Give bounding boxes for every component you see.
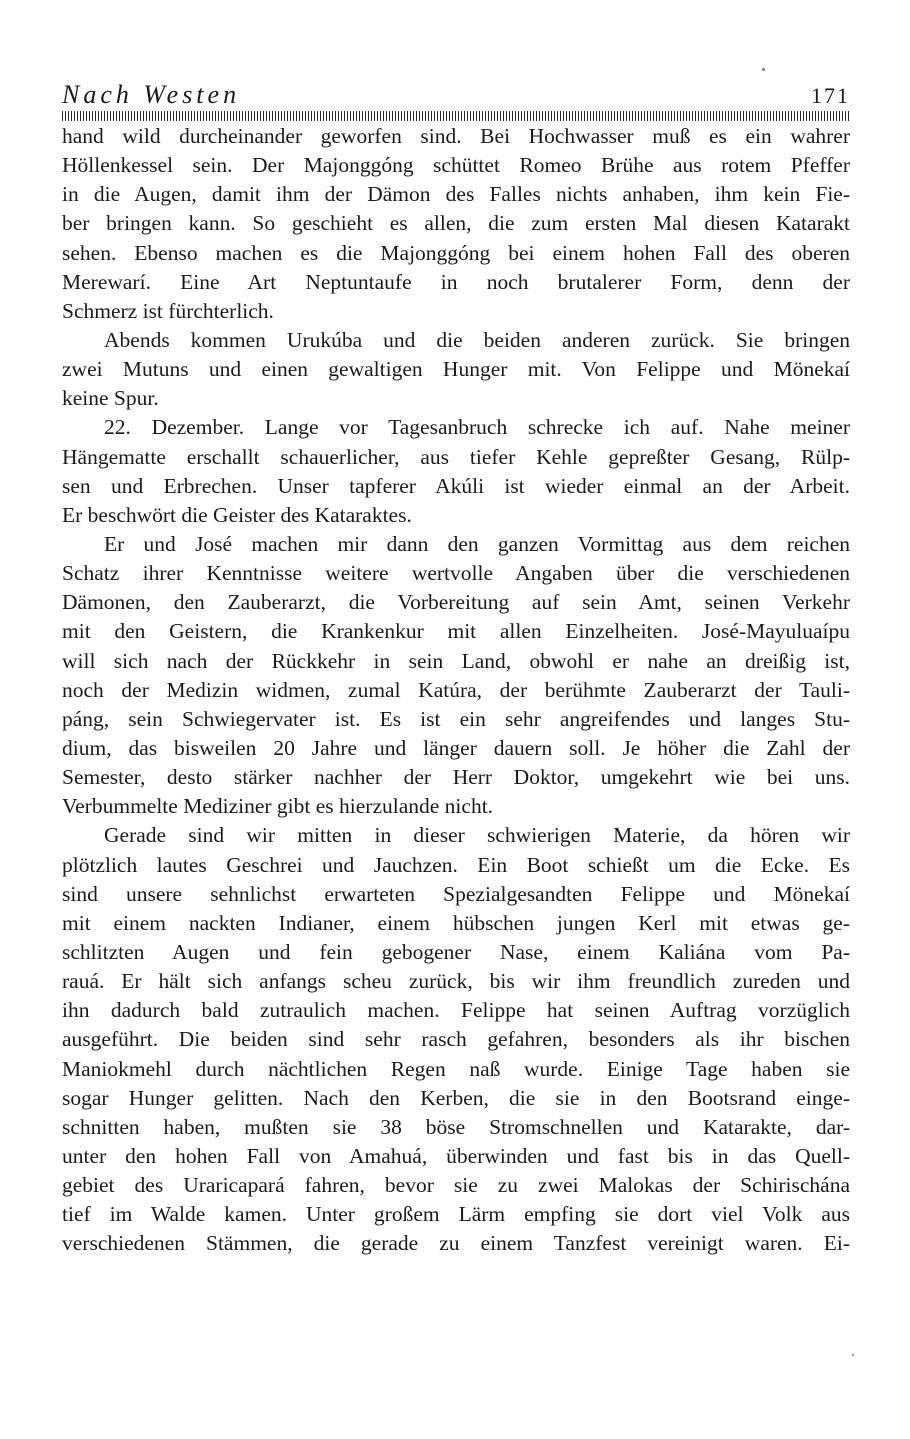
text-line: schnitten haben, mußten sie 38 böse Stromschnellen und Katarakte, dar- [62,1114,850,1139]
text-line: Maniokmehl durch nächtlichen Regen naß wurde. Einige Tage haben sie [62,1056,850,1081]
text-line: tief im Walde kamen. Unter großem Lärm empfing sie dort viel Volk aus [62,1202,850,1227]
text-line: Semester, desto stärker nachher der Herr Doktor, umgekehrt wie bei uns. [62,765,850,790]
text-line: plötzlich lautes Geschrei und Jauchzen. Ein Boot schießt um die Ecke. Es [62,852,850,877]
body-text [62,122,850,1258]
text-line: páng, sein Schwiegervater ist. Es ist ein sehr angreifendes und langes Stu- [62,706,850,731]
text-line: dium, das bisweilen 20 Jahre und länger dauern soll. Je höher die Zahl der [62,735,850,760]
text-line: sind unsere sehnlichst erwarteten Spezialgesandten Felippe und Mönekaí [62,881,850,906]
text-line: hand wild durcheinander geworfen sind. Bei Hochwasser muß es ein wahrer [62,124,850,148]
text-line: rauá. Er hält sich anfangs scheu zurück, bis wir ihm freundlich zureden und [62,969,850,994]
text-line: mit einem nackten Indianer, einem hübschen jungen Kerl mit etwas ge- [62,910,850,935]
text-line: Schmerz ist fürchterlich. [62,298,274,323]
paragraph-first-line: Gerade sind wir mitten in dieser schwierigen Materie, da hören wir [104,823,850,848]
text-line: sehen. Ebenso machen es die Majonggóng bei einem hohen Fall des oberen [62,240,850,265]
text-line: sogar Hunger gelitten. Nach den Kerben, die sie in den Bootsrand einge- [62,1085,850,1110]
paragraph-first-line: Abends kommen Urukúba und die beiden anderen zurück. Sie bringen [104,327,850,352]
text-line: Dämonen, den Zauberarzt, die Vorbereitung auf sein Amt, seinen Verkehr [62,590,850,615]
text-line: Er beschwört die Geister des Kataraktes. [62,502,412,527]
text-line: Verbummelte Mediziner gibt es hierzulande nicht. [62,794,494,819]
print-speck [852,1354,854,1356]
page-number: 171 [811,83,850,108]
running-title: Nach Westen [62,80,241,109]
text-line: noch der Medizin widmen, zumal Katúra, der berühmte Zauberarzt der Tauli- [62,677,850,702]
text-line: ausgeführt. Die beiden sind sehr rasch gefahren, besonders als ihr bischen [62,1027,850,1052]
print-speck [762,68,765,71]
text-line: gebiet des Uraricapará fahren, bevor sie zu zwei Malokas der Schirischána [62,1173,850,1198]
text-line: Hängematte erschallt schauerlicher, aus tiefer Kehle gepreßter Gesang, Rülp- [62,444,850,469]
paragraph-first-line: 22. Dezember. Lange vor Tagesanbruch schrecke ich auf. Nahe meiner [104,415,850,440]
header-rule [62,111,850,121]
text-line: unter den hohen Fall von Amahuá, überwinden und fast bis in das Quell- [62,1143,850,1168]
text-line: keine Spur. [62,386,159,411]
paragraph-first-line: Er und José machen mir dann den ganzen Vormittag aus dem reichen [104,531,850,556]
text-line: ber bringen kann. So geschieht es allen, die zum ersten Mal diesen Katarakt [62,211,850,236]
text-line: verschiedenen Stämmen, die gerade zu einem Tanzfest vereinigt waren. Ei- [62,1231,850,1256]
page-header [62,80,850,110]
text-line: will sich nach der Rückkehr in sein Land, obwohl er nahe an dreißig ist, [62,648,850,673]
text-line: Schatz ihrer Kenntnisse weitere wertvolle Angaben über die verschiedenen [62,561,850,586]
text-line: schlitzten Augen und fein gebogener Nase, einem Kaliána vom Pa- [62,939,850,964]
text-line: in die Augen, damit ihm der Dämon des Falles nichts anhaben, ihm kein Fie- [62,182,850,207]
text-line: sen und Erbrechen. Unser tapferer Akúli ist wieder einmal an der Arbeit. [62,473,850,498]
text-line: mit den Geistern, die Krankenkur mit allen Einzelheiten. José-Mayuluaípu [62,619,850,644]
text-line: Höllenkessel sein. Der Majonggóng schüttet Romeo Brühe aus rotem Pfeffer [62,153,850,178]
text-line: Merewarí. Eine Art Neptuntaufe in noch brutalerer Form, denn der [62,269,850,294]
text-line: ihn dadurch bald zutraulich machen. Felippe hat seinen Auftrag vorzüglich [62,998,850,1023]
text-line: zwei Mutuns und einen gewaltigen Hunger mit. Von Felippe und Mönekaí [62,357,850,382]
